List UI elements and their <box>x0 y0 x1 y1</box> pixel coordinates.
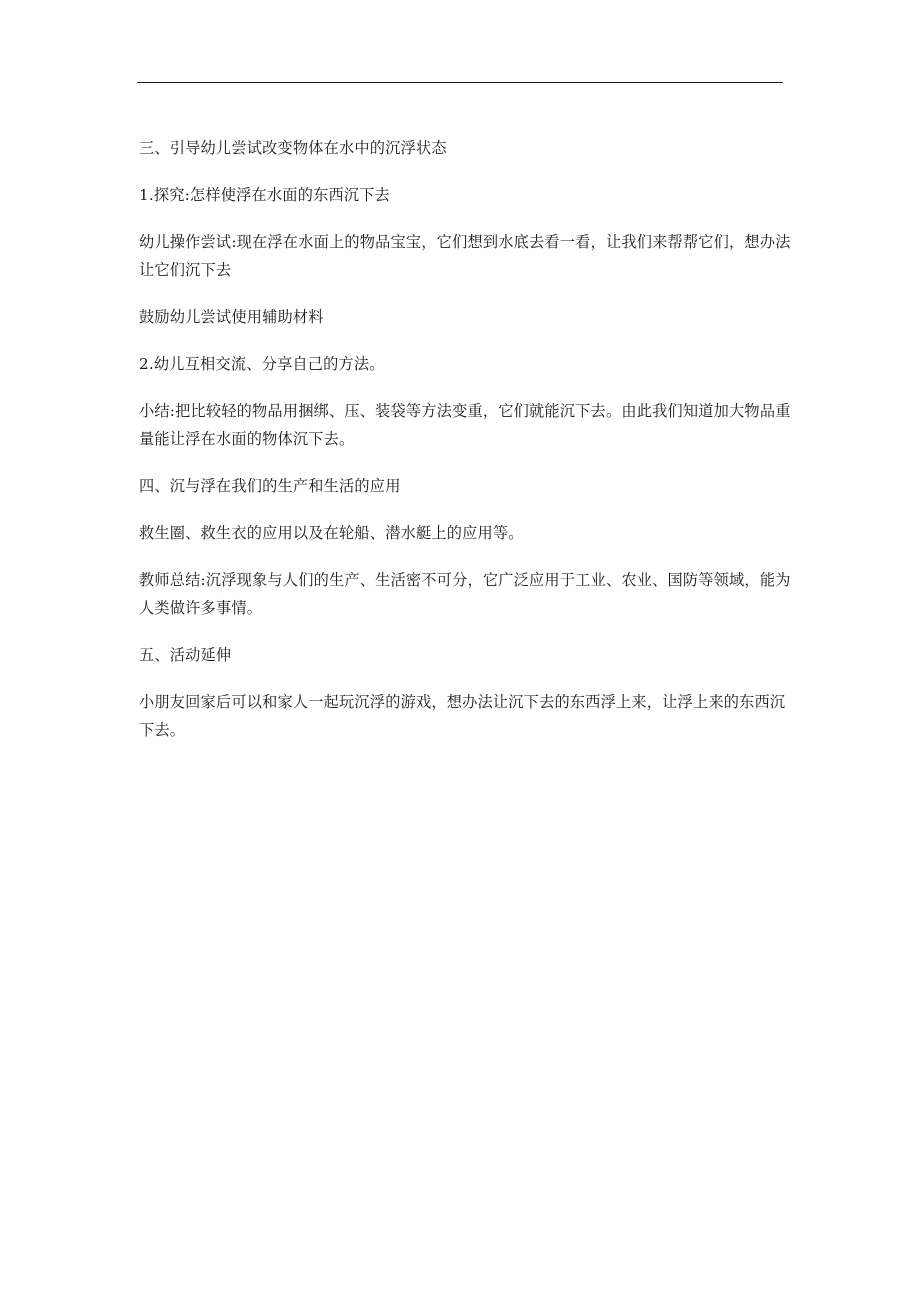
teacher-summary-paragraph: 教师总结:沉浮现象与人们的生产、生活密不可分，它广泛应用于工业、农业、国防等领域，能为人类做许多事情。 <box>139 571 791 617</box>
section-3-heading: 三、引导幼儿尝试改变物体在水中的沉浮状态 <box>139 139 447 157</box>
step-1-paragraph: 1.探究:怎样使浮在水面的东西沉下去 <box>139 186 391 204</box>
section-4-heading: 四、沉与浮在我们的生产和生活的应用 <box>139 477 401 495</box>
step-2-paragraph: 2.幼儿互相交流、分享自己的方法。 <box>139 355 385 373</box>
summary-paragraph: 小结:把比较轻的物品用捆绑、压、装袋等方法变重，它们就能沉下去。由此我们知道加大物品重量能让浮在水面的物体沉下去。 <box>139 402 791 448</box>
document-body <box>139 134 791 763</box>
section-5-heading: 五、活动延伸 <box>139 646 232 664</box>
encourage-paragraph: 鼓励幼儿尝试使用辅助材料 <box>139 308 324 326</box>
header-rule <box>137 82 783 83</box>
applications-paragraph: 救生圈、救生衣的应用以及在轮船、潜水艇上的应用等。 <box>139 524 524 542</box>
extension-paragraph: 小朋友回家后可以和家人一起玩沉浮的游戏，想办法让沉下去的东西浮上来，让浮上来的东西沉下去。 <box>139 693 786 739</box>
child-operation-paragraph: 幼儿操作尝试:现在浮在水面上的物品宝宝，它们想到水底去看一看，让我们来帮帮它们，想办法让它们沉下去 <box>139 233 791 279</box>
